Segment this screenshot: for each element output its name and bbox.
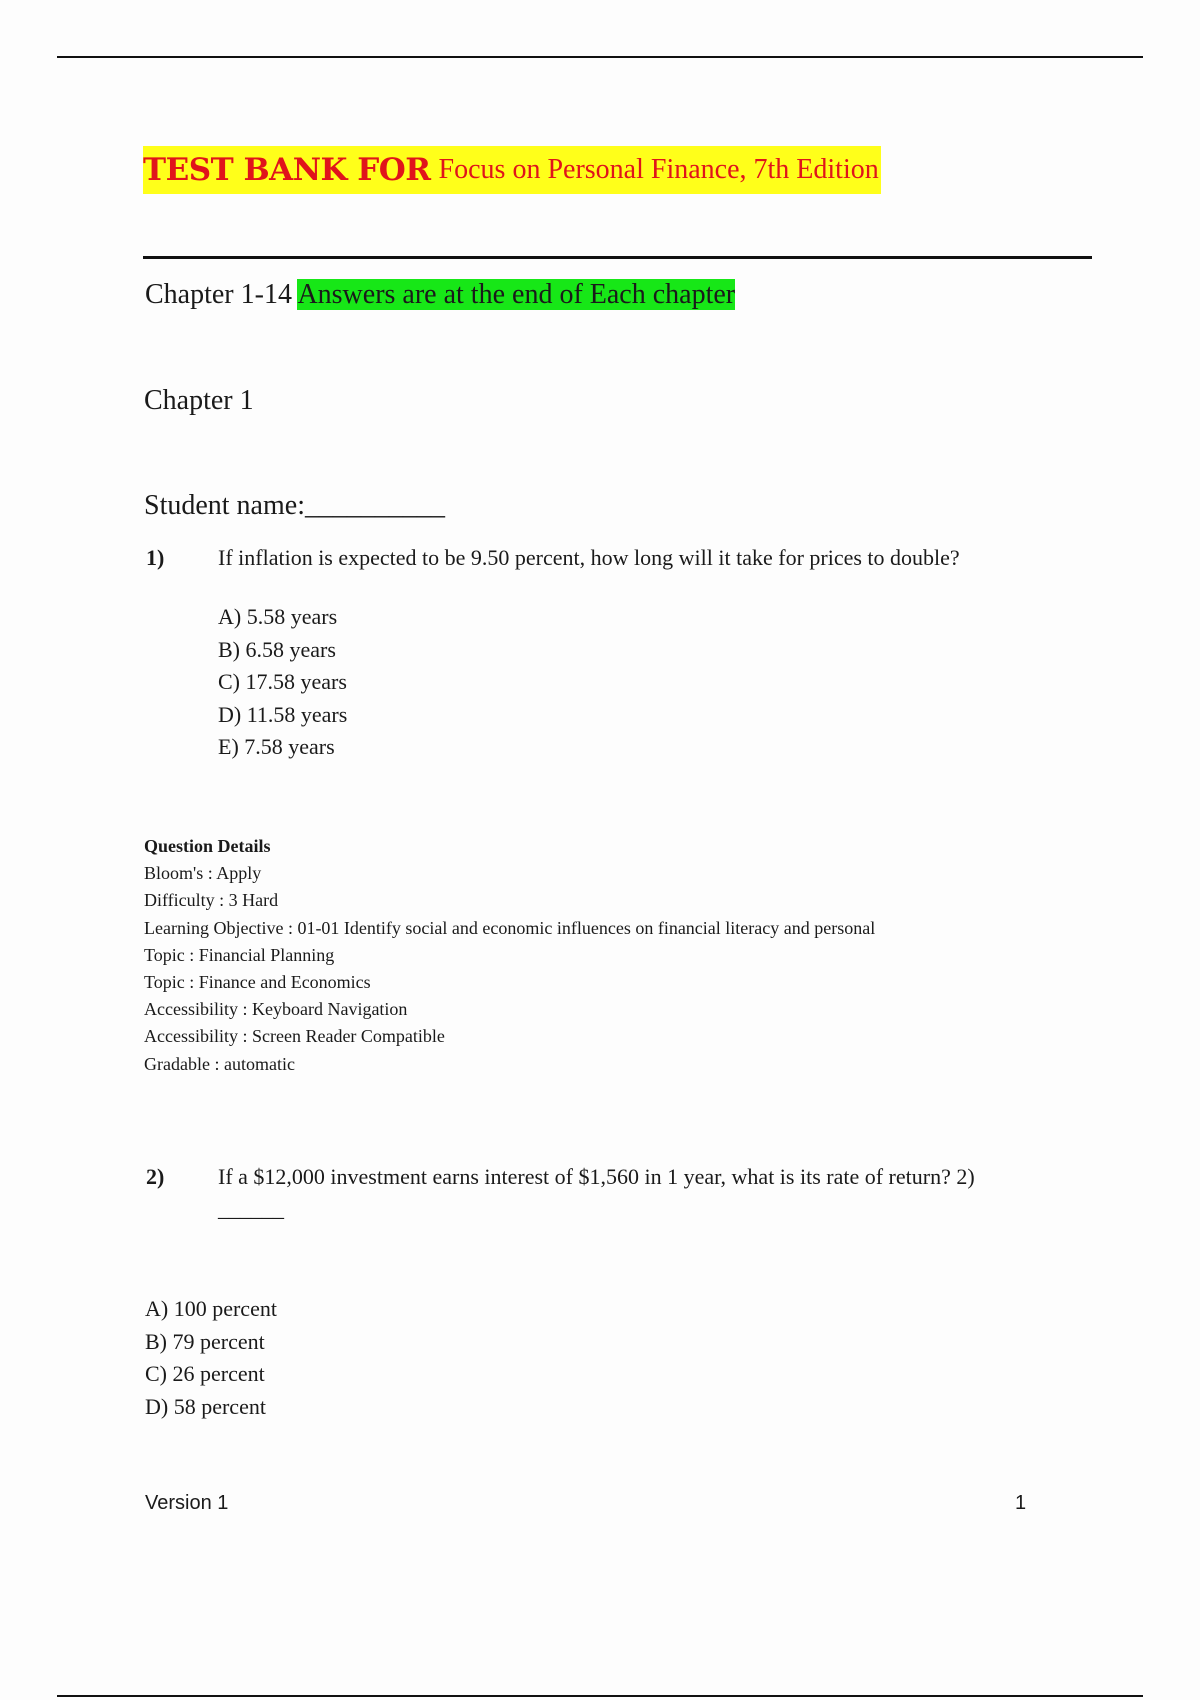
- question-detail-line: Bloom's : Apply: [144, 863, 262, 884]
- question-1-option: C) 17.58 years: [218, 669, 347, 694]
- chapter-range: [145, 279, 735, 311]
- question-detail-line: Accessibility : Keyboard Navigation: [144, 999, 408, 1020]
- question-2-text: If a $12,000 investment earns interest of $1,560 in 1 year, what is its rate of return? 2): [218, 1164, 975, 1189]
- question-2-option: A) 100 percent: [145, 1296, 277, 1321]
- document-title: [143, 146, 881, 194]
- question-2-answer-blank: ______: [218, 1196, 284, 1221]
- question-detail-line: Difficulty : 3 Hard: [144, 890, 279, 911]
- question-2-options: [145, 1293, 277, 1423]
- question-detail-line: Topic : Financial Planning: [144, 944, 335, 965]
- question-1-text: If inflation is expected to be 9.50 percent, how long will it take for prices to double?: [218, 545, 960, 570]
- title-prefix: TEST BANK FOR: [143, 152, 431, 188]
- question-detail-line: Topic : Finance and Economics: [144, 972, 371, 993]
- question-1-option: B) 6.58 years: [218, 636, 336, 662]
- question-details-heading: Question Details: [144, 836, 271, 856]
- question-1-option: D) 11.58 years: [218, 701, 348, 727]
- question-1-option: E) 7.58 years: [218, 734, 335, 759]
- question-detail-line: Gradable : automatic: [144, 1053, 295, 1074]
- question-2-option: D) 58 percent: [145, 1393, 266, 1419]
- question-detail-line: Learning Objective : 01-01 Identify social and economic influences on financial literacy and personal: [144, 917, 876, 938]
- question-1-option: A) 5.58 years: [218, 604, 338, 629]
- question-1-number: 1): [146, 545, 165, 570]
- top-rule: [57, 56, 1143, 58]
- footer-page-number: 1: [1015, 1492, 1027, 1514]
- footer-version: Version 1: [145, 1492, 229, 1514]
- question-detail-line: Accessibility : Screen Reader Compatible: [144, 1026, 445, 1047]
- chapter-heading: Chapter 1: [144, 385, 254, 416]
- chapter-range-prefix: Chapter 1-14: [145, 279, 292, 310]
- student-name-field: Student name:__________: [144, 490, 445, 521]
- question-2-number: 2): [146, 1164, 165, 1189]
- question-2-option: C) 26 percent: [145, 1361, 265, 1386]
- question-1-options: [218, 601, 347, 764]
- question-details: [144, 833, 875, 1078]
- title-book-name: Focus on Personal Finance, 7th Edition: [438, 154, 879, 185]
- title-rule: [143, 256, 1092, 259]
- question-2-option: B) 79 percent: [145, 1328, 265, 1354]
- bottom-rule: [57, 1695, 1143, 1697]
- chapter-range-note: Answers are at the end of Each chapter: [297, 279, 736, 310]
